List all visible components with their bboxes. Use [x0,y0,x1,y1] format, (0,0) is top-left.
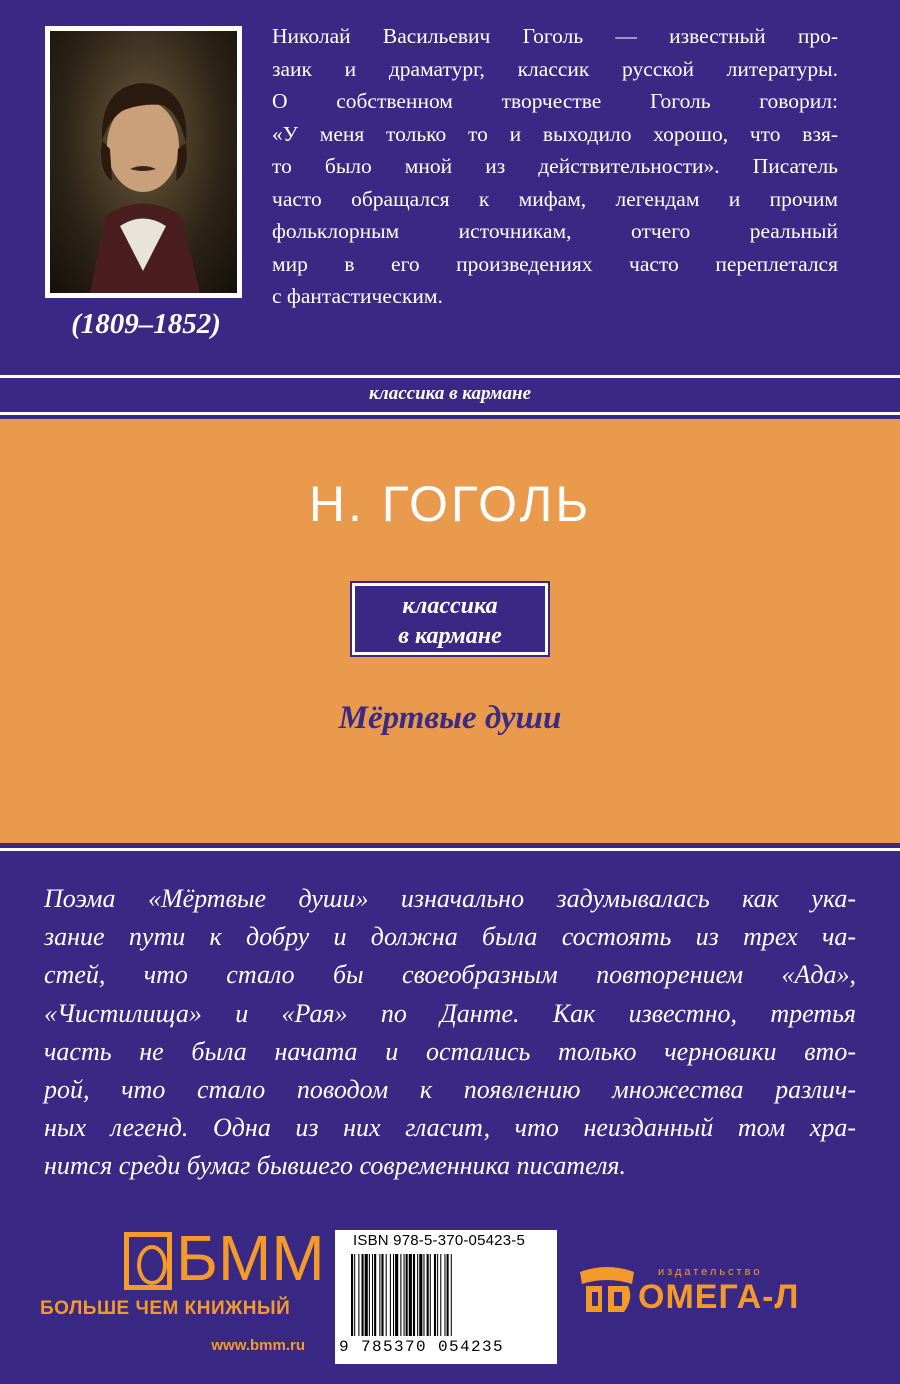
series-badge-line2: в кармане [398,623,502,649]
divider-line [0,412,900,415]
bio-line: мир в его произведениях часто переплетался [272,251,838,276]
annotation-line: ных легенд. Одна из них гласит, что неизданный том хра- [44,1113,856,1143]
series-badge [352,583,548,655]
annotation-line: стей, что стало бы своеобразным повторением «Ада», [44,960,856,990]
bio-line: то было мной из действительности». Писатель [272,154,838,178]
bio-line: «У меня только то и выходило хорошо, что взя- [272,121,838,146]
omega-logo-text: ОМЕГА-Л [638,1278,800,1316]
bio-line: часто обращался к мифам, легендам и прочим [272,186,838,211]
series-badge-line1: классика [402,593,498,619]
portrait-image [50,31,237,293]
portrait-drawing [50,31,237,293]
book-title: Мёртвые души [338,700,562,736]
barcode-bars [351,1254,543,1340]
author-biography [272,20,838,313]
annotation-line: зание пути к добру и должна была состоять из трех ча- [44,922,856,952]
omega-logo-icon [572,1262,642,1318]
author-portrait [45,26,242,298]
annotation-line: «Чистилища» и «Рая» по Данте. Как известно, третья [44,998,856,1028]
annotation-line: часть не была начата и остались только черновики вто- [44,1036,856,1066]
isbn-text: ISBN 978-5-370-05423-5 [353,1232,526,1249]
bmm-logo-text: БММ [176,1222,325,1294]
annotation-line: рой, что стало поводом к появлению множества различ- [44,1075,856,1105]
divider-line [0,848,900,851]
bio-line: Николай Васильевич Гоголь — известный про- [272,24,838,48]
bmm-spiral-icon [124,1232,172,1290]
barcode [335,1230,557,1364]
author-years: (1809–1852) [71,308,221,340]
annotation-line: Поэма «Мёртвые души» изначально задумывалась как ука- [44,884,856,913]
bio-line: с фантастическим. [272,284,443,308]
series-band-label: классика в кармане [368,383,532,404]
annotation-line: нится среди бумаг бывшего современника писателя. [44,1151,627,1181]
barcode-digits: 9 785370 054235 [339,1338,505,1356]
bmm-logo [124,1222,325,1296]
omega-publisher-label: издательство [658,1266,763,1278]
author-name: Н. ГОГОЛЬ [308,476,592,532]
bmm-url: www.bmm.ru [211,1337,305,1354]
bmm-tagline: БОЛЬШЕ ЧЕМ КНИЖНЫЙ [40,1298,291,1319]
bio-line: заик и драматург, классик русской литературы. [272,56,838,81]
book-annotation [44,880,856,1186]
bio-line: фольклорным источникам, отчего реальный [272,219,838,243]
bio-line: О собственном творчестве Гоголь говорил: [272,89,838,113]
